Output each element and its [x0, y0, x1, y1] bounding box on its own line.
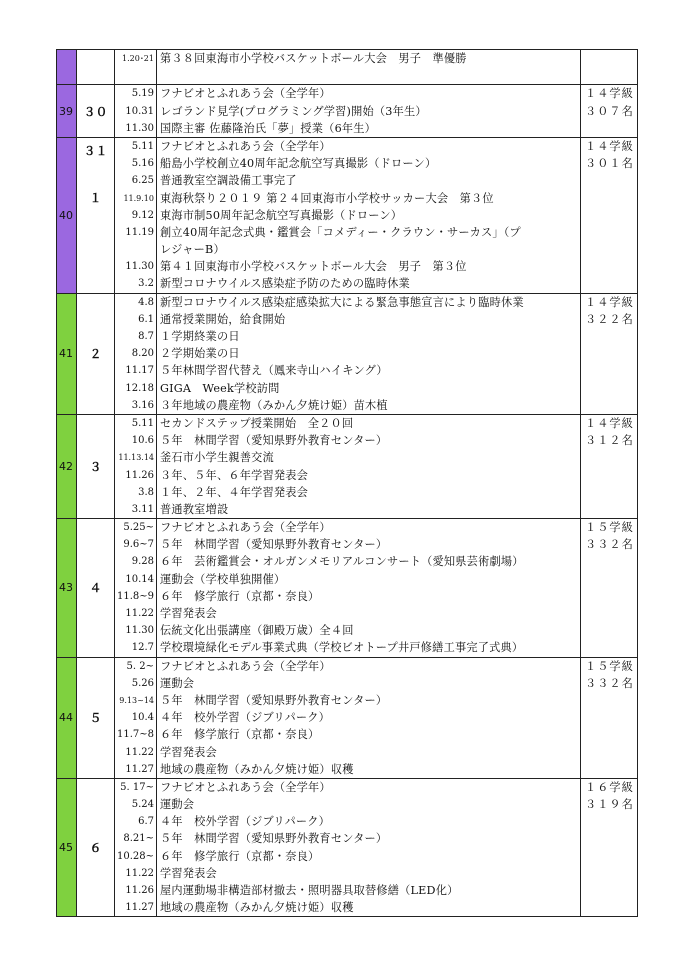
event-date: 5.25~	[123, 522, 154, 534]
event-text: ３年、５年、６年学習発表会	[160, 468, 309, 482]
event-date: 11.17	[125, 365, 154, 377]
year-label: ３	[89, 460, 102, 474]
event-date: 5.16	[131, 158, 154, 170]
year-cell	[77, 519, 115, 658]
event-date: 10.28~	[116, 850, 154, 862]
year-cell	[77, 778, 115, 917]
history-row	[57, 137, 638, 293]
event-text: ４年 校外学習（ジブリパーク）	[160, 711, 331, 725]
event-text: 運動会（学校単独開催）	[160, 572, 286, 586]
event-text: ５年林間学習代替え（鳳来寺山ハイキング）	[160, 364, 388, 378]
event-text: 普通教室増設	[160, 502, 229, 516]
event-cell	[157, 293, 581, 414]
event-date: 5.26	[131, 677, 154, 689]
event-date: 5.19	[131, 88, 154, 100]
event-text: 学習発表会	[160, 745, 217, 759]
event-date: 1.20･21	[122, 54, 154, 63]
event-text: 屋内運動場非構造部材撤去・照明器具取替修繕（LED化）	[160, 884, 459, 897]
year-cell	[77, 137, 115, 293]
event-date: 10.6	[131, 435, 154, 447]
history-row	[57, 519, 638, 658]
date-cell	[115, 50, 157, 85]
event-date: 11.26	[125, 885, 154, 896]
event-text: 船島小学校創立40周年記念航空写真撮影（ドローン）	[160, 157, 437, 171]
history-row	[57, 778, 638, 917]
date-cell	[115, 657, 157, 778]
event-date: 11.9.10	[123, 193, 154, 203]
event-text: フナビオとふれあう会（全学年）	[160, 87, 331, 101]
student-count	[585, 67, 637, 84]
event-date: 3.2	[138, 278, 154, 290]
year-label: ４	[89, 581, 102, 596]
student-count: ３３２名	[585, 538, 634, 552]
event-text: ６年 芸術鑑賞会・オルガンメモリアルコンサート（愛知県芸術劇場）	[160, 555, 524, 569]
event-text: ５年 林間学習（愛知県野外教育センター）	[160, 538, 388, 552]
year-label: ６	[89, 841, 102, 856]
event-text: セカンドステップ授業開始 全２０回	[160, 416, 354, 430]
event-date: 4.8	[138, 296, 154, 308]
event-text: 第３８回東海市小学校バスケットボール大会 男子 準優勝	[160, 52, 467, 65]
generation-number: 41	[57, 293, 77, 414]
year-label-secondary: １	[89, 190, 102, 205]
history-rows	[57, 50, 638, 917]
event-date: 3.16	[131, 399, 154, 411]
event-date: 5.11	[131, 140, 154, 152]
event-text: フナビオとふれあう会（全学年）	[160, 521, 331, 535]
year-label: ３１	[83, 143, 108, 158]
school-history-table	[56, 49, 638, 917]
event-cell	[157, 414, 581, 518]
event-text: ４年 校外学習（ジブリパーク）	[160, 815, 331, 829]
event-text: 運動会	[160, 798, 195, 812]
event-date: 9.13~14	[119, 695, 154, 705]
student-count: ３２２名	[585, 312, 634, 326]
event-text: 通常授業開始，給食開始	[160, 312, 286, 326]
date-cell	[115, 293, 157, 414]
generation-number: 39	[57, 85, 77, 138]
event-text: フナビオとふれあう会（全学年）	[160, 780, 331, 794]
event-date: 6.25	[131, 175, 154, 187]
event-text: 学習発表会	[160, 866, 217, 880]
event-date: 11.27	[125, 902, 154, 914]
event-text: 地域の農産物（みかん夕焼け姫）収穫	[160, 901, 354, 915]
event-date: 11.30	[125, 625, 154, 637]
event-date: 5. 2~	[126, 660, 154, 672]
event-text: ６年 修学旅行（京都・奈良）	[160, 849, 320, 863]
student-count: ３０１名	[585, 157, 634, 171]
event-text: 学校環境緑化モデル事業式典（学校ビオトープ井戸修繕工事完了式典）	[160, 641, 524, 655]
enrollment-cell	[581, 778, 638, 917]
event-text: GIGA Week学校訪問	[160, 381, 280, 395]
history-row	[57, 657, 638, 778]
year-cell	[77, 85, 115, 138]
date-cell	[115, 137, 157, 293]
event-text: 伝統文化出張講座（御殿万歳）全４回	[160, 624, 354, 638]
event-text: 新型コロナウイルス感染症予防のための臨時休業	[160, 277, 410, 291]
event-text: １年、２年、４年学習発表会	[160, 485, 309, 499]
history-row	[57, 50, 638, 85]
student-count: ３０７名	[585, 104, 634, 118]
event-date: 11.7~8	[116, 729, 154, 741]
generation-number: 43	[57, 519, 77, 658]
history-row	[57, 85, 638, 138]
event-text: 釜石市小学生親善交流	[160, 451, 274, 465]
event-date: 9.6~7	[123, 539, 154, 551]
year-label: ２	[89, 347, 102, 362]
year-label: ５	[89, 711, 102, 726]
event-date: 11.30	[125, 122, 154, 134]
event-date	[115, 241, 154, 258]
event-cell	[157, 85, 581, 138]
enrollment-cell	[581, 85, 638, 138]
event-date: 12.7	[131, 642, 154, 654]
date-cell	[115, 519, 157, 658]
event-date: 11.22	[125, 867, 154, 879]
enrollment-cell	[581, 137, 638, 293]
class-count: １６学級	[585, 780, 634, 794]
history-row	[57, 293, 638, 414]
event-date: 6.1	[138, 313, 154, 325]
student-count: ３３２名	[585, 676, 634, 690]
event-text: 創立40周年記念式典・鑑賞会「コメディー・クラウン・サーカス」（プ	[160, 225, 521, 239]
event-text: ６年 修学旅行（京都・奈良）	[160, 589, 320, 603]
event-date: 10.4	[131, 712, 154, 724]
class-count: １５学級	[585, 521, 634, 535]
event-date: 11.13.14	[118, 453, 154, 463]
event-date: 8.7	[138, 331, 154, 342]
event-date: 9.28	[131, 556, 154, 568]
event-text: レゴランド見学(プログラミング学習)開始（3年生）	[160, 104, 427, 118]
date-cell	[115, 778, 157, 917]
event-date: 11.30	[125, 261, 154, 273]
event-date: 11.22	[125, 608, 154, 619]
event-cell	[157, 778, 581, 917]
year-label: ３０	[83, 104, 108, 119]
event-text: 運動会	[160, 676, 195, 690]
event-date: 3.11	[131, 503, 154, 515]
enrollment-cell	[581, 293, 638, 414]
date-cell	[115, 414, 157, 518]
generation-number	[57, 50, 77, 85]
class-count: １４学級	[585, 139, 634, 153]
event-text: 普通教室空調設備工事完了	[160, 174, 297, 188]
event-date: 10.31	[125, 105, 154, 117]
year-cell	[77, 414, 115, 518]
event-text: ６年 修学旅行（京都・奈良）	[160, 728, 320, 742]
enrollment-cell	[581, 50, 638, 85]
event-text: 第４１回東海市小学校バスケットボール大会 男子 第３位	[160, 260, 467, 274]
event-date: 11.19	[125, 226, 154, 238]
class-count: １５学級	[585, 659, 634, 673]
event-text: ５年 林間学習（愛知県野外教育センター）	[160, 693, 388, 707]
event-date: 9.12	[131, 209, 154, 221]
event-text: 学習発表会	[160, 607, 217, 620]
event-date: 8.21~	[123, 833, 154, 845]
generation-number: 42	[57, 414, 77, 518]
year-cell	[77, 293, 115, 414]
event-cell	[157, 519, 581, 658]
class-count: １４学級	[585, 87, 634, 101]
student-count: ３１９名	[585, 798, 634, 812]
event-date: 3.8	[138, 486, 154, 498]
generation-number: 40	[57, 137, 77, 293]
history-row	[57, 414, 638, 518]
event-text: ５年 林間学習（愛知県野外教育センター）	[160, 832, 388, 846]
generation-number: 44	[57, 657, 77, 778]
event-date: 11.27	[125, 763, 154, 775]
event-date: 8.20	[131, 348, 154, 360]
event-text: ３年地域の農産物（みかん夕焼け姫）苗木植	[160, 398, 388, 412]
year-cell	[77, 50, 115, 85]
event-date: 10.14	[125, 573, 154, 585]
class-count: １４学級	[585, 416, 634, 430]
event-date: 5.24	[131, 799, 154, 811]
class-count: １４学級	[585, 295, 634, 309]
event-cell	[157, 137, 581, 293]
student-count: ３１２名	[585, 434, 634, 448]
event-text: 国際主審 佐藤隆治氏「夢」授業（6年生）	[160, 121, 377, 135]
event-text: レジャーB）	[160, 243, 225, 257]
enrollment-cell	[581, 414, 638, 518]
event-date: 11.8~9	[116, 590, 154, 602]
event-date: 12.18	[125, 382, 154, 394]
event-text: フナビオとふれあう会（全学年）	[160, 659, 331, 673]
event-text: フナビオとふれあう会（全学年）	[160, 139, 331, 153]
event-text: ５年 林間学習（愛知県野外教育センター）	[160, 434, 388, 448]
event-text: 新型コロナウイルス感染症感染拡大による緊急事態宣言により臨時休業	[160, 295, 524, 309]
event-cell	[157, 657, 581, 778]
event-text: １学期終業の日	[160, 330, 240, 343]
event-cell	[157, 50, 581, 85]
event-date: 5. 17~	[120, 781, 154, 793]
event-date: 5.11	[131, 417, 154, 429]
enrollment-cell	[581, 519, 638, 658]
year-cell	[77, 657, 115, 778]
event-text: 東海市制50周年記念航空写真撮影（ドローン）	[160, 208, 403, 222]
event-date: 11.22	[125, 746, 154, 758]
generation-number: 45	[57, 778, 77, 917]
enrollment-cell	[581, 657, 638, 778]
event-text: 地域の農産物（みかん夕焼け姫）収穫	[160, 762, 354, 776]
event-text: 東海秋祭り２０１９ 第２４回東海市小学校サッカー大会 第３位	[160, 191, 494, 205]
class-count	[585, 50, 637, 67]
event-date: 6.7	[138, 816, 154, 828]
date-cell	[115, 85, 157, 138]
event-text: ２学期始業の日	[160, 347, 240, 361]
event-date: 11.26	[125, 469, 154, 481]
